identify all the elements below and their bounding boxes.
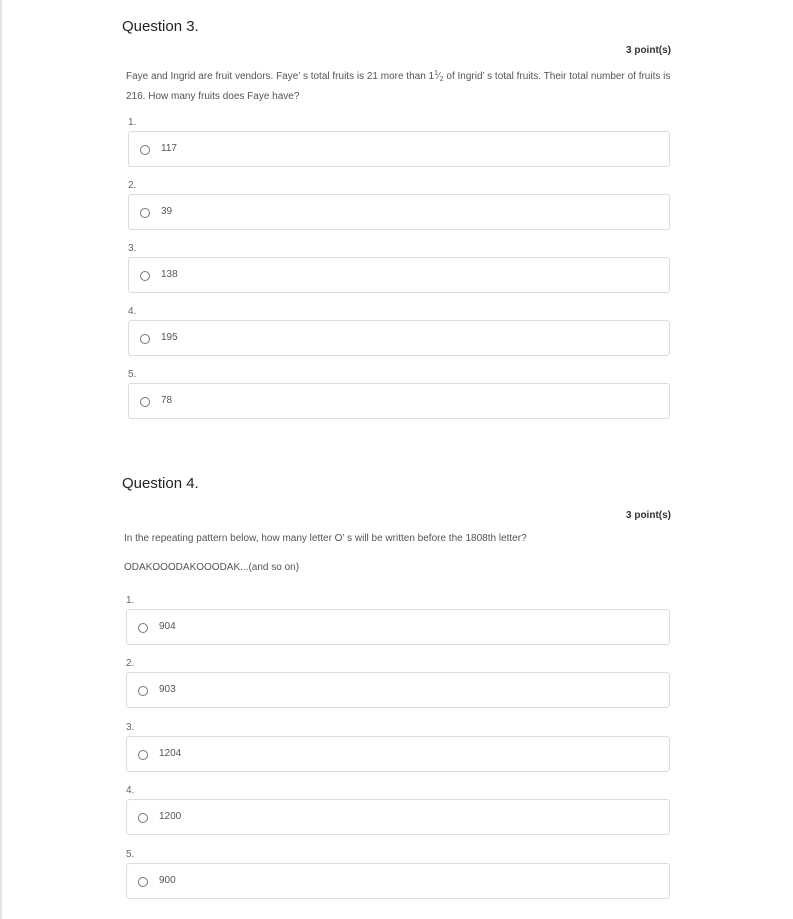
radio-button[interactable] [140, 271, 150, 281]
question-text-part1: Faye and Ingrid are fruit vendors. Faye’ s total fruits is 21 more than 1 [126, 71, 435, 82]
option-number: 5. [128, 369, 137, 380]
radio-button[interactable] [138, 813, 148, 823]
fraction: $^1⁄_2$ [434, 70, 444, 83]
option-label: 138 [161, 269, 178, 280]
radio-button[interactable] [140, 334, 150, 344]
question-title-prefix: Question [122, 475, 187, 492]
option-number: 3. [128, 243, 137, 254]
option-number: 2. [128, 180, 137, 191]
radio-button[interactable] [138, 750, 148, 760]
answer-option[interactable] [128, 131, 670, 167]
radio-button[interactable] [138, 623, 148, 633]
option-label: 117 [161, 143, 177, 154]
answer-option[interactable] [128, 320, 670, 356]
answer-option[interactable] [126, 863, 670, 899]
option-number: 4. [126, 785, 135, 796]
option-label: 904 [159, 621, 176, 632]
radio-button[interactable] [140, 397, 150, 407]
answer-option[interactable] [126, 736, 670, 772]
fraction-denominator: 2 [439, 76, 444, 83]
pattern-text: ODAKOOODAKOOODAK...(and so on) [124, 562, 300, 573]
option-label: 78 [161, 395, 173, 406]
option-number: 1. [126, 595, 135, 606]
option-number: 5. [126, 849, 135, 860]
option-label: 1204 [159, 748, 182, 759]
option-label: 1200 [159, 811, 182, 822]
option-number: 4. [128, 306, 137, 317]
question-text-part2: of Ingrid’ s total fruits. Their total number of fruits is 216. How many fruits does Faye have? [126, 71, 671, 102]
option-label: 195 [161, 332, 178, 343]
answer-option[interactable] [128, 194, 670, 230]
points-label: 3 point(s) [626, 45, 671, 56]
option-number: 1. [128, 117, 137, 128]
answer-option[interactable] [126, 609, 670, 645]
option-number: 3. [126, 722, 135, 733]
page-left-border [0, 0, 2, 919]
option-number: 2. [126, 658, 135, 669]
question-title-prefix: Question [122, 18, 187, 35]
radio-button[interactable] [140, 145, 150, 155]
option-label: 903 [159, 684, 176, 695]
answer-option[interactable] [128, 257, 670, 293]
points-label: 3 point(s) [626, 510, 671, 521]
fraction-numerator: 1 [434, 70, 439, 77]
question-title [122, 18, 199, 35]
option-label: 39 [161, 206, 173, 217]
answer-option[interactable] [126, 799, 670, 835]
answer-option[interactable] [126, 672, 670, 708]
question-title [122, 475, 199, 492]
radio-button[interactable] [138, 877, 148, 887]
question-number: 4. [186, 475, 199, 492]
option-label: 900 [159, 875, 176, 886]
question-text: In the repeating pattern below, how many letter O’ s will be written before the 1808th letter? [124, 533, 527, 544]
radio-button[interactable] [138, 686, 148, 696]
question-text [126, 65, 671, 105]
radio-button[interactable] [140, 208, 150, 218]
question-number: 3. [186, 18, 199, 35]
answer-option[interactable] [128, 383, 670, 419]
